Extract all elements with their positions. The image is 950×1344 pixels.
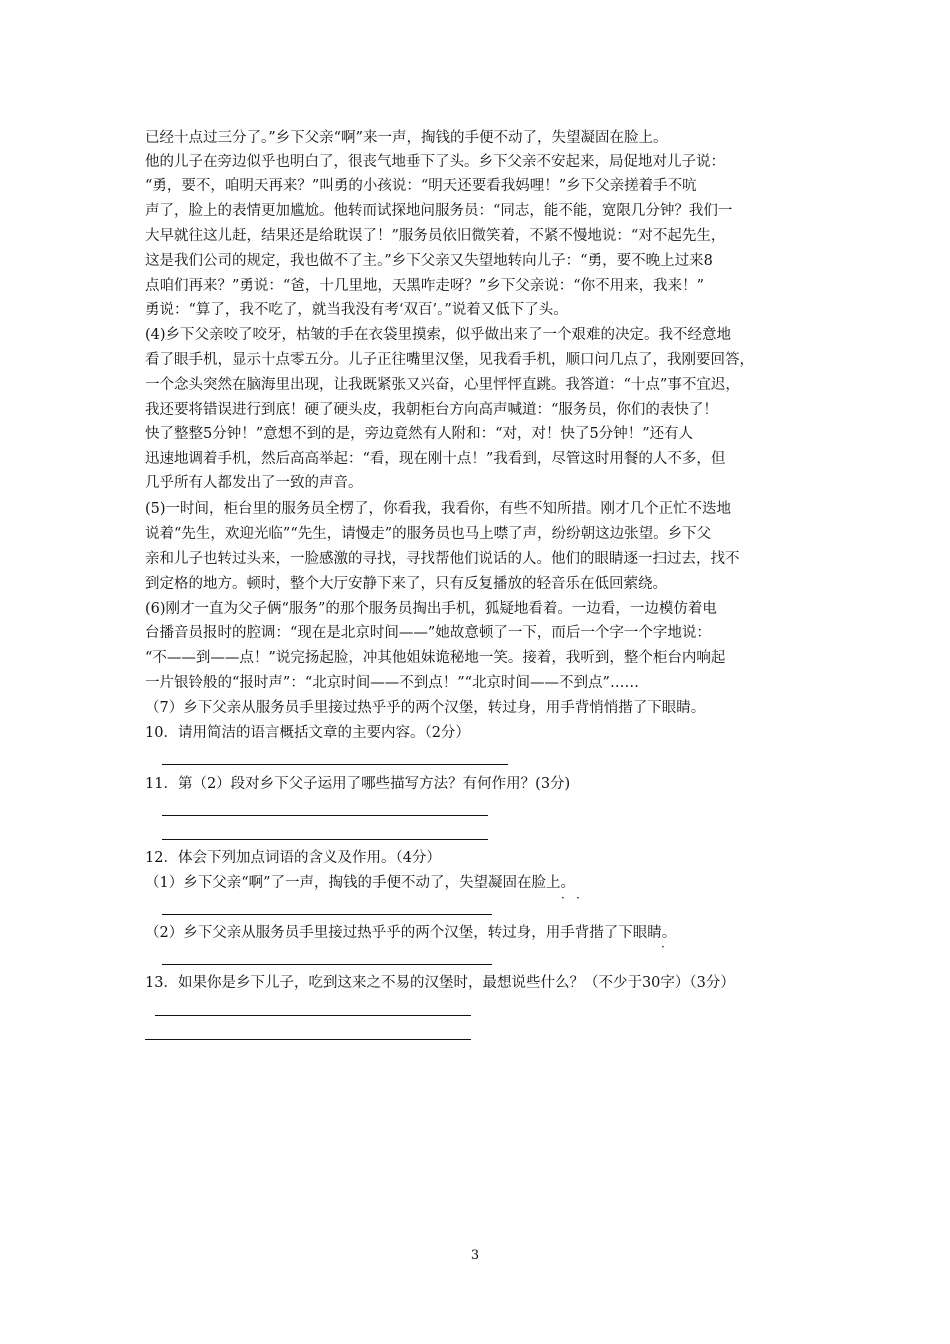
emphasis-dot: · xyxy=(576,891,580,905)
passage-line: 这是我们公司的规定，我也做不了主。”乡下父亲又失望地转向儿子：“勇，要不晚上过来8 xyxy=(145,253,713,269)
passage-line: 勇说：“算了，我不吃了，就当我没有考‘双百’。”说着又低下了头。 xyxy=(145,302,568,318)
passage-line: (6)刚才一直为父子俩“服务”的那个服务员掏出手机，狐疑地看着。一边看，一边模仿着电 xyxy=(145,601,717,617)
question-11-text: 11．第（2）段对乡下父子运用了哪些描写方法？有何作用？(3分) xyxy=(145,776,571,792)
passage-line: 说着“先生，欢迎光临”“先生，请慢走”的服务员也马上噤了声，纷纷朝这边张望。乡下父 xyxy=(145,526,712,542)
passage-line: 台播音员报时的腔调：“现在是北京时间——”她故意顿了一下，而后一个字一个字地说： xyxy=(145,625,711,641)
passage-line: 我还要将错误进行到底！硬了硬头皮，我朝柜台方向高声喊道：“服务员，你们的表快了！ xyxy=(145,402,718,418)
passage-line: “勇，要不，咱明天再来？”叫勇的小孩说：“明天还要看我妈哩！”乡下父亲搓着手不吭 xyxy=(145,178,697,194)
answer-line[interactable] xyxy=(162,964,492,965)
passage-line: “不——到——点！”说完扬起脸，冲其他姐妹诡秘地一笑。接着，我听到，整个柜台内响起 xyxy=(145,650,726,666)
answer-line[interactable] xyxy=(162,764,508,765)
emphasis-dot: · xyxy=(561,891,565,905)
question-12-item-2: （2）乡下父亲从服务员手里接过热乎乎的两个汉堡，转过身，用手背揩了下眼睛。 xyxy=(145,925,677,941)
passage-line: (5)一时间，柜台里的服务员全楞了，你看我，我看你，有些不知所措。刚才几个正忙不迭地 xyxy=(145,501,732,517)
passage-line: （7）乡下父亲从服务员手里接过热乎乎的两个汉堡，转过身，用手背悄悄揩了下眼睛。 xyxy=(145,700,706,716)
answer-line[interactable] xyxy=(162,914,492,915)
question-12-text: 12．体会下列加点词语的含义及作用。（4分） xyxy=(145,850,441,866)
question-13-text: 13．如果你是乡下儿子，吃到这来之不易的汉堡时，最想说些什么？（不少于30字）（3分） xyxy=(145,975,735,991)
passage-line: 快了整整5分钟！”意想不到的是，旁边竟然有人附和：“对，对！快了5分钟！”还有人 xyxy=(145,426,694,442)
passage-line: 声了，脸上的表情更加尴尬。他转而试探地问服务员：“同志，能不能，宽限几分钟？我们一 xyxy=(145,203,733,219)
passage-line: 点咱们再来？”勇说：“爸，十几里地，天黑咋走呀？”乡下父亲说：“你不用来，我来！” xyxy=(145,278,705,294)
passage-line: 他的儿子在旁边似乎也明白了，很丧气地垂下了头。乡下父亲不安起来，局促地对儿子说： xyxy=(145,154,725,170)
passage-line: 到定格的地方。顿时，整个大厅安静下来了，只有反复播放的轻音乐在低回萦绕。 xyxy=(145,576,667,592)
passage-line: 一个念头突然在脑海里出现，让我既紧张又兴奋，心里怦怦直跳。我答道：“十点”事不宜迟， xyxy=(145,377,740,393)
passage-line: 一片银铃般的“报时声”：“北京时间——不到点！”“北京时间——不到点”…… xyxy=(145,675,639,691)
passage-line: 迅速地调着手机，然后高高举起：“看，现在刚十点！”我看到，尽管这时用餐的人不多，但 xyxy=(145,451,726,467)
question-12-item-1: （1）乡下父亲“啊”了一声，掏钱的手便不动了，失望凝固在脸上。 xyxy=(145,875,576,891)
passage-line: 看了眼手机，显示十点零五分。儿子正往嘴里汉堡，见我看手机，顺口问几点了，我刚要回答， xyxy=(145,352,754,368)
page-number: 3 xyxy=(470,1248,480,1263)
answer-line[interactable] xyxy=(155,1015,471,1016)
passage-line: (4)乡下父亲咬了咬牙，枯皱的手在衣袋里摸索，似乎做出来了一个艰难的决定。我不经意地 xyxy=(145,327,732,343)
emphasis-dot: · xyxy=(661,940,665,954)
passage-line: 几乎所有人都发出了一致的声音。 xyxy=(145,475,363,491)
passage-line: 已经十点过三分了。”乡下父亲“啊”来一声，掏钱的手便不动了，失望凝固在脸上。 xyxy=(145,130,668,146)
answer-line[interactable] xyxy=(162,839,488,840)
question-10-text: 10．请用简洁的语言概括文章的主要内容。（2分） xyxy=(145,725,470,741)
answer-line[interactable] xyxy=(145,1039,471,1040)
passage-line: 大早就往这儿赶，结果还是给耽误了！”服务员依旧微笑着，不紧不慢地说：“对不起先生， xyxy=(145,228,726,244)
answer-line[interactable] xyxy=(162,815,488,816)
passage-line: 亲和儿子也转过头来，一脸感激的寻找，寻找帮他们说话的人。他们的眼睛逐一扫过去，找不 xyxy=(145,551,740,567)
